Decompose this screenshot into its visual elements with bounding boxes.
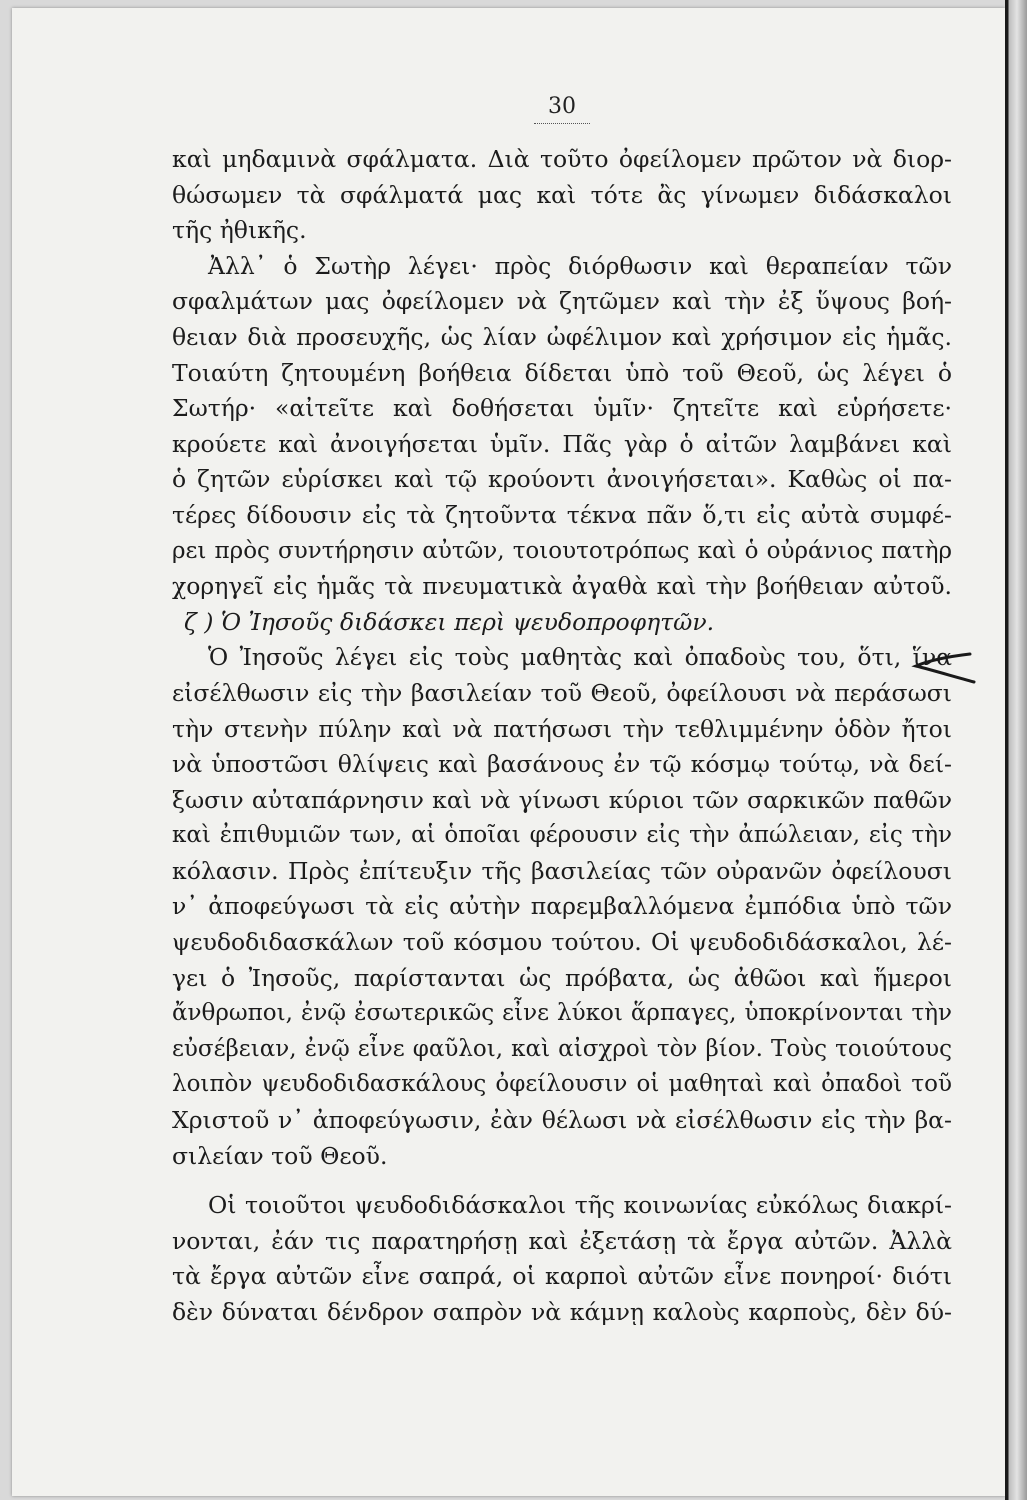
text-line: Σωτήρ· «αἰτεῖτε καὶ δοθήσεται ὑμῖν· ζητεῖτε καὶ εὑρήσετε· <box>172 394 952 423</box>
text-line: ν᾽ ἀποφεύγωσι τὰ εἰς αὐτὴν παρεμβαλλόμενα ἐμπόδια ὑπὸ τῶν <box>172 892 952 921</box>
text-line: τῆς ἠθικῆς. <box>172 216 307 245</box>
text-line: ἄνθρωποι, ἐνῷ ἐσωτερικῶς εἶνε λύκοι ἅρπαγες, ὑποκρίνονται τὴν <box>172 1000 952 1027</box>
text-line: Χριστοῦ ν᾽ ἀποφεύγωσιν, ἐὰν θέλωσι νὰ εἰσέλθωσιν εἰς τὴν βα- <box>172 1106 952 1135</box>
section-heading: ζ ) Ὁ Ἰησοῦς διδάσκει περὶ ψευδοπροφητῶν. <box>184 607 715 636</box>
text-line: θειαν διὰ προσευχῆς, ὡς λίαν ὠφέλιμον καὶ χρήσιμον εἰς ἡμᾶς. <box>172 322 952 351</box>
text-line: τὰ ἔργα αὐτῶν εἶνε σαπρά, οἱ καρποὶ αὐτῶν εἶνε πονηροί· διότι <box>172 1262 952 1291</box>
text-line: τέρες δίδουσιν εἰς τὰ ζητοῦντα τέκνα πᾶν ὅ,τι εἰς αὐτὰ συμφέ- <box>172 500 952 529</box>
text-line: Οἱ τοιοῦτοι ψευδοδιδάσκαλοι τῆς κοινωνίας εὐκόλως διακρί- <box>208 1191 952 1220</box>
text-line: σφαλμάτων μας ὀφείλομεν νὰ ζητῶμεν καὶ τὴν ἐξ ὕψους βοή- <box>172 287 952 316</box>
text-line: νὰ ὑποστῶσι θλίψεις καὶ βασάνους ἐν τῷ κόσμῳ τούτῳ, νὰ δεί- <box>172 750 952 779</box>
text-line: εἰσέλθωσιν εἰς τὴν βασιλείαν τοῦ Θεοῦ, ὀφείλουσι νὰ περάσωσι <box>172 678 952 707</box>
text-line: κρούετε καὶ ἀνοιγήσεται ὑμῖν. Πᾶς γὰρ ὁ αἰτῶν λαμβάνει καὶ <box>172 429 952 458</box>
text-line: λοιπὸν ψευδοδιδασκάλους ὀφείλουσιν οἱ μαθηταὶ καὶ ὀπαδοὶ τοῦ <box>172 1071 952 1098</box>
text-line: ρει πρὸς συντήρησιν αὐτῶν, τοιουτοτρόπως καὶ ὁ οὐράνιος πατὴρ <box>172 537 952 564</box>
text-line: δὲν δύναται δένδρον σαπρὸν νὰ κάμνῃ καλοὺς καρποὺς, δὲν δύ- <box>172 1298 952 1326</box>
text-line: γει ὁ Ἰησοῦς, παρίστανται ὡς πρόβατα, ὡς ἀθῶοι καὶ ἥμεροι <box>172 963 952 992</box>
binding-edge <box>1005 0 1027 1500</box>
text-line: καὶ ἐπιθυμιῶν των, αἱ ὁποῖαι φέρουσιν εἰς τὴν ἀπώλειαν, εἰς τὴν <box>172 822 952 849</box>
text-line: τὴν στενὴν πύλην καὶ νὰ πατήσωσι τὴν τεθλιμμένην ὁδὸν ἤτοι <box>172 714 952 743</box>
text-line: νονται, ἐάν τις παρατηρήσῃ καὶ ἐξετάσῃ τὰ ἔργα αὐτῶν. Ἀλλὰ <box>172 1226 952 1255</box>
text-line: εὐσέβειαν, ἐνῷ εἶνε φαῦλοι, καὶ αἰσχροὶ τὸν βίον. Τοὺς τοιούτους <box>172 1035 952 1062</box>
text-line: θώσωμεν τὰ σφάλματά μας καὶ τότε ἂς γίνωμεν διδάσκαλοι <box>172 180 952 209</box>
page-number: 30 <box>548 94 576 119</box>
paragraph-gap <box>172 1174 952 1188</box>
text-line: χορηγεῖ εἰς ἡμᾶς τὰ πνευματικὰ ἀγαθὰ καὶ τὴν βοήθειαν αὐτοῦ. <box>172 572 952 601</box>
text-line: ψευδοδιδασκάλων τοῦ κόσμου τούτου. Οἱ ψευδοδιδάσκαλοι, λέ- <box>172 928 952 957</box>
text-line: κόλασιν. Πρὸς ἐπίτευξιν τῆς βασιλείας τῶν οὐρανῶν ὀφείλουσι <box>172 856 952 885</box>
body-text <box>172 142 952 1331</box>
text-line: Ἀλλ᾽ ὁ Σωτὴρ λέγει· πρὸς διόρθωσιν καὶ θεραπείαν τῶν <box>208 251 952 280</box>
text-line: Τοιαύτη ζητουμένη βοήθεια δίδεται ὑπὸ τοῦ Θεοῦ, ὡς λέγει ὁ <box>172 358 952 387</box>
text-line: ξωσιν αὐταπάρνησιν καὶ νὰ γίνωσι κύριοι τῶν σαρκικῶν παθῶν <box>172 785 952 814</box>
text-line: ὁ ζητῶν εὑρίσκει καὶ τῷ κρούοντι ἀνοιγήσεται». Καθὼς οἱ πα- <box>172 465 952 494</box>
page-number-rule <box>534 123 590 124</box>
text-line: σιλείαν τοῦ Θεοῦ. <box>172 1141 388 1170</box>
book-page <box>12 8 1005 1496</box>
handwritten-margin-mark <box>908 640 978 690</box>
text-line: καὶ μηδαμινὰ σφάλματα. Διὰ τοῦτο ὀφείλομεν πρῶτον νὰ διορ- <box>172 145 952 173</box>
text-line: Ὁ Ἰησοῦς λέγει εἰς τοὺς μαθητὰς καὶ ὀπαδοὺς του, ὅτι, ἵνα <box>208 643 952 672</box>
